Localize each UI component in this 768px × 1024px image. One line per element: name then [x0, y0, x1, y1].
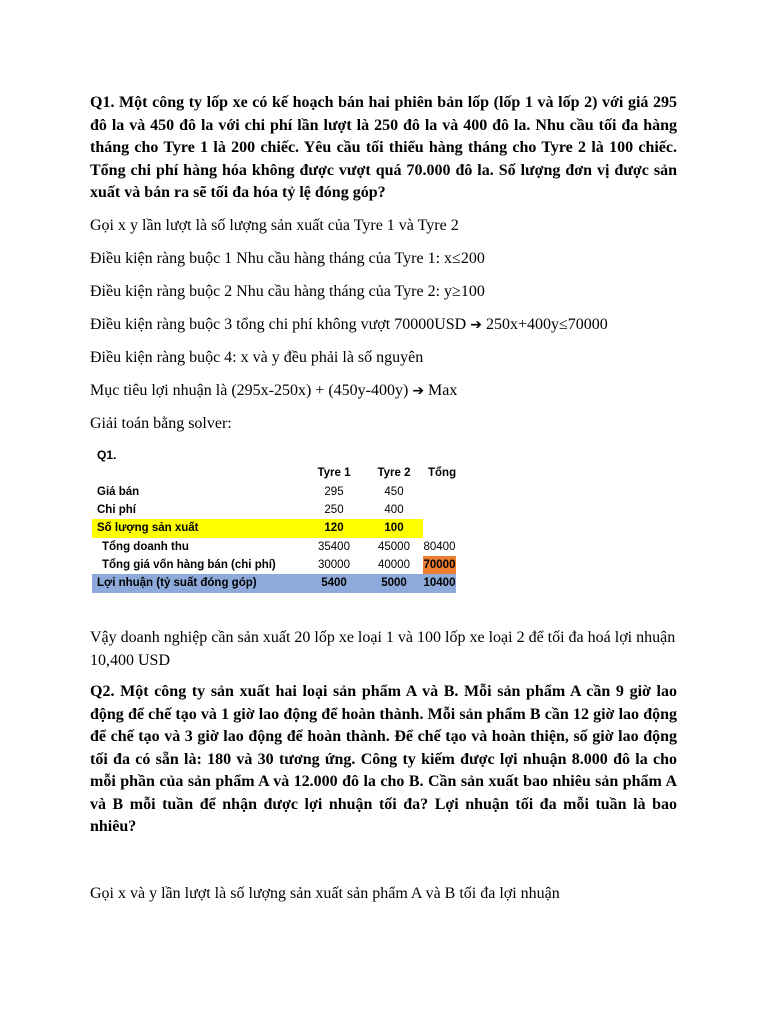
q1-question: Q1. Một công ty lốp xe có kế hoạch bán hai phiên bản lốp (lốp 1 và lốp 2) với giá 295 đô la và 450 đô la với chi phí lần lượt là 250 đô la và 400 đô la. Nhu cầu tối đa hàng tháng cho Tyre 1 là 200 chiếc. Yêu cầu tối thiểu hàng tháng cho Tyre 2 là 100 chiếc. Tổng chi phí hàng hóa không được vượt quá 70.000 đô la. Số lượng đơn vị được sản xuất và bán ra sẽ tối đa hóa tỷ lệ đóng góp?: [90, 94, 677, 201]
solver-line: Giải toán bằng solver:: [90, 415, 232, 432]
cell-tyre-2: 400: [384, 504, 404, 516]
table-row: [92, 538, 456, 557]
right-arrow-icon: ➔: [412, 383, 425, 399]
solver-table: [92, 446, 456, 596]
q1-conclusion: Vậy doanh nghiệp cần sản xuất 20 lốp xe loại 1 và 100 lốp xe loại 2 để tối đa hoá lợi nhuận 10,400 USD: [90, 629, 676, 669]
row-label: Giá bán: [97, 486, 140, 498]
objective-line: [90, 380, 677, 402]
cell-total: 80400: [423, 541, 456, 553]
row-label: Tổng doanh thu: [102, 541, 189, 553]
objective-result: Max: [428, 382, 458, 399]
cell-tyre-1: 120: [324, 522, 344, 534]
cell-tyre-2: 5000: [381, 577, 407, 589]
cell-total: 10400: [423, 577, 456, 589]
cell-tyre-1: 250: [324, 504, 344, 516]
header-tyre-2: Tyre 2: [377, 467, 411, 479]
table-title: Q1.: [97, 448, 117, 462]
cell-total: 70000: [423, 559, 456, 571]
q2-variables-line: Gọi x và y lần lượt là số lượng sản xuất sản phẩm A và B tối đa lợi nhuận: [90, 885, 560, 902]
cell-tyre-1: 5400: [321, 577, 347, 589]
table-row: [92, 556, 456, 575]
table-row-highlighted: [92, 574, 456, 593]
constraint-1: Điều kiện ràng buộc 1 Nhu cầu hàng tháng của Tyre 1: x≤200: [90, 250, 485, 267]
right-arrow-icon: ➔: [470, 317, 482, 333]
constraint-4: Điều kiện ràng buộc 4: x và y đều phải là số nguyên: [90, 349, 424, 366]
row-label: Chi phí: [97, 504, 136, 516]
constraint-3: [90, 314, 677, 336]
cell-tyre-2: 40000: [378, 559, 410, 571]
row-label: Số lượng sản xuất: [97, 522, 199, 534]
row-label: Lợi nhuận (tỷ suất đóng góp): [97, 577, 257, 589]
q1-variables-line: Gọi x y lần lượt là số lượng sản xuất của Tyre 1 và Tyre 2: [90, 217, 459, 234]
table-row-highlighted: [92, 519, 456, 538]
cell-tyre-2: 45000: [378, 541, 410, 553]
constraint-2: Điều kiện ràng buộc 2 Nhu cầu hàng tháng của Tyre 2: y≥100: [90, 283, 485, 300]
cell-tyre-1: 35400: [318, 541, 350, 553]
header-total: Tổng: [428, 467, 457, 479]
cell-tyre-1: 30000: [318, 559, 350, 571]
table-header-row: [92, 464, 456, 483]
constraint-3-text: Điều kiện ràng buộc 3 tổng chi phí không vượt 70000USD: [90, 316, 467, 333]
header-tyre-1: Tyre 1: [317, 467, 351, 479]
row-label: Tổng giá vốn hàng bán (chi phí): [102, 559, 276, 571]
cell-tyre-2: 100: [384, 522, 404, 534]
table-row: [92, 483, 456, 502]
objective-text: Mục tiêu lợi nhuận là (295x-250x) + (450y-400y): [90, 382, 409, 399]
constraint-3-formula: 250x+400y≤70000: [485, 316, 608, 333]
table-row: [92, 501, 456, 520]
q2-question: Q2. Một công ty sản xuất hai loại sản phẩm A và B. Mỗi sản phẩm A cần 9 giờ lao động để chế tạo và 1 giờ lao động để hoàn thành. Mỗi sản phẩm B cần 12 giờ lao động để chế tạo và 3 giờ lao động để hoàn thành. Để chế tạo và hoàn thiện, số giờ lao động tối đa có sẵn là: 180 và 30 tương ứng. Công ty kiếm được lợi nhuận 8.000 đô la cho mỗi phần của sản phẩm A và 12.000 đô la cho B. Cần sản xuất bao nhiêu sản phẩm A và B mỗi tuần để nhận được lợi nhuận tối đa? Lợi nhuận tối đa mỗi tuần là bao nhiêu?: [90, 683, 677, 835]
cell-tyre-1: 295: [324, 486, 344, 498]
cell-tyre-2: 450: [384, 486, 404, 498]
